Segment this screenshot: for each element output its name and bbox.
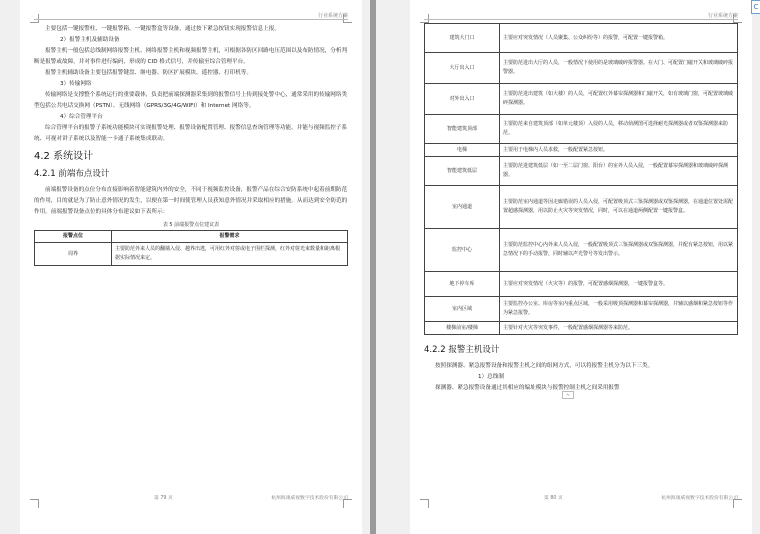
table-row [425,144,738,157]
cell-location: 智能建筑顶部 [425,115,500,144]
side-panel-toggle-icon[interactable]: C [751,0,760,14]
cell-location: 室内通道 [425,186,500,229]
cell-requirement: 主要针对火灾等突发事件，一般配置感烟探测器等来防范。 [500,322,738,335]
page-header: 行业系统方案 [707,13,738,19]
table-header-requirement: 报警需求 [112,231,348,243]
section-title: 4.2 系统设计 [34,151,94,162]
cell-requirement: 主要防范外来人员的翻墙入侵、越界出逃，可用红外对射或电子围栏探测，红外对射光束数量和距离根据实际情况来定。 [112,243,348,266]
body-paragraph: 报警主机辅助设备主要包括报警键盘、继电器、防区扩展模块、遥控器、打印机等。 [45,70,252,76]
table-header-row [35,231,348,243]
page-footer [424,494,738,502]
table-row [425,115,738,144]
table-row [425,53,738,84]
body-paragraph: 传输网络是支撑整个系统运行的重要载体，负责把前端探测器采集到的报警信号上传到接处警中心，通常采用的传输网络类型包括公共电话交换网（PSTN）、无线网络（GPRS/3G/4G/WIFI）和 Internet 网络等。 [34,92,348,109]
subsection-title: 4.2.2 报警主机设计 [424,345,500,355]
table-resize-handle[interactable]: ≈ [562,391,574,399]
cell-location: 对外出入口 [425,84,500,115]
page-body [34,24,348,266]
table-row [425,297,738,322]
body-paragraph: 报警主机一般包括总线制网络报警主机、网络报警主机和视频报警主机，可根据各防区回路电压范围以及布防情况，分析判断是报警或故障，并对事件进行编码，形成的 CID 格式信号，并传输至综合管理平台。 [34,48,348,65]
table-caption: 表 5 前端报警点位建议表 [162,222,220,228]
cell-requirement: 主要用于电梯内人员求救，一般配置紧急按钮。 [500,144,738,157]
page-footer [34,494,348,502]
page-body [424,23,738,394]
subsection-title: 4.2.1 前端布点设计 [34,169,110,179]
body-paragraph: 探测器、紧急报警设备通过其相应的编址模块与报警控制主机之间采用报警 [435,385,620,391]
table-row [425,229,738,272]
body-paragraph: 综合管理平台的报警子系统功能模块可实现报警处理、报警设备配置管理、报警信息查询管理等功能，并能与视频监控子系统、可视对讲子系统以及智能一卡通子系统集成联动。 [34,125,348,142]
cell-requirement: 主要防范室内通道等因走廊错误的人员入侵，可配置吸顶式三鉴探测器或双鉴探测器，在通道位置处需配置超感探测器，用以防止火灾等突发情况，同时，可以在通道两侧配置一键报警盒。 [500,186,738,229]
cell-location: 监控中心 [425,229,500,272]
cell-location: 楼梯前室/楼梯 [425,322,500,335]
table-row [425,84,738,115]
alarm-point-table-continued [424,23,738,335]
cell-location: 室内区域 [425,297,500,322]
document-page-right [410,0,752,534]
cell-requirement: 主要防范来自建筑顶部（如单元楼顶）入侵的人员，移动侦测图可选择耐光探测器或者双鉴探测器来防范。 [500,115,738,144]
body-paragraph: 前端报警设备的点位分布直接影响着智能建筑内外的安全，不同于视频监控设备，报警产品在综合安防系统中起着前期防范的作用，目的就是为了防止意外情况的发生，以便在第一时间使管理人员获知意外情况并采取相应的措施。从而达到安全防范的作用。前端报警设备点位的具体分布建议如下表所示： [34,187,348,215]
table-row [425,272,738,297]
cell-requirement: 主要应对突发情况（火灾等）的报警，可配置感烟探测器，一键报警盒等。 [500,272,738,297]
cell-requirement: 主要防范进出大厅的人员，一般情况下使用的是玻璃破碎报警器。在大门、可配置门磁开关和玻璃破碎报警器。 [500,53,738,84]
cell-location: 周界 [35,243,112,266]
cell-location: 地下停车库 [425,272,500,297]
cell-requirement: 主要应对突发情况（人员聚集、公众纠纷等）的报警，可配置一键报警箱。 [500,24,738,53]
header-rule [34,19,348,20]
page-number: 第 80 页 [544,496,563,501]
body-paragraph: 按照探测器、紧急报警设备和报警主机之间的组网方式，可以将报警主机分为以下三类。 [435,363,654,369]
cell-location: 电梯 [425,144,500,157]
list-heading: 1）总线制 [478,374,504,380]
table-row [425,186,738,229]
body-paragraph: 主要包括一键报警柱、一键报警箱、一键报警盒等设备，通过按下紧急按钮实现报警信息上报。 [45,26,280,32]
document-page-left [20,0,362,534]
list-heading: 3）传输网络 [60,81,92,87]
cell-location: 智能建筑低层 [425,157,500,186]
footer-company: 杭州海康威视数字技术股份有限公司 [661,496,738,501]
footer-company: 杭州海康威视数字技术股份有限公司 [271,496,348,501]
table-row [425,24,738,53]
table-row [425,322,738,335]
page-header: 行业系统方案 [317,13,348,19]
list-heading: 4）综合管理平台 [60,114,103,120]
cell-location: 大厅出入口 [425,53,500,84]
list-heading: 2）报警主机及辅助设备 [60,37,120,43]
page-gap [370,0,376,534]
cell-requirement: 主要监控办公室、库房等室内重点区域，一般采用吸顶探测器和幕帘探测器，并辅以感烟和紧急按钮等作为紧急报警。 [500,297,738,322]
alarm-point-table [34,230,348,266]
page-number: 第 79 页 [154,496,173,501]
cell-location: 建筑大门口 [425,24,500,53]
cell-requirement: 主要防范进出建筑（如大楼）的人员，可配置红外幕帘探测器和门磁开关，如有玻璃门窗，可配置玻璃破碎探测器。 [500,84,738,115]
header-rule [424,19,738,20]
table-row [35,243,348,266]
table-header-location: 报警点位 [35,231,112,243]
cell-requirement: 主要防范进建筑低层（如一至二层门窗、阳台）的室外人员入侵，一般配置幕帘探测器和玻璃破碎探测器。 [500,157,738,186]
body-paragraphs [34,24,348,145]
cell-requirement: 主要防范监控中心内外来人员入侵，一般配置吸顶式三鉴探测器或双鉴探测器，并配有紧急按钮，用以紧急情况下的手动报警，同时辅以声光警号等发出警示。 [500,229,738,272]
table-row [425,157,738,186]
